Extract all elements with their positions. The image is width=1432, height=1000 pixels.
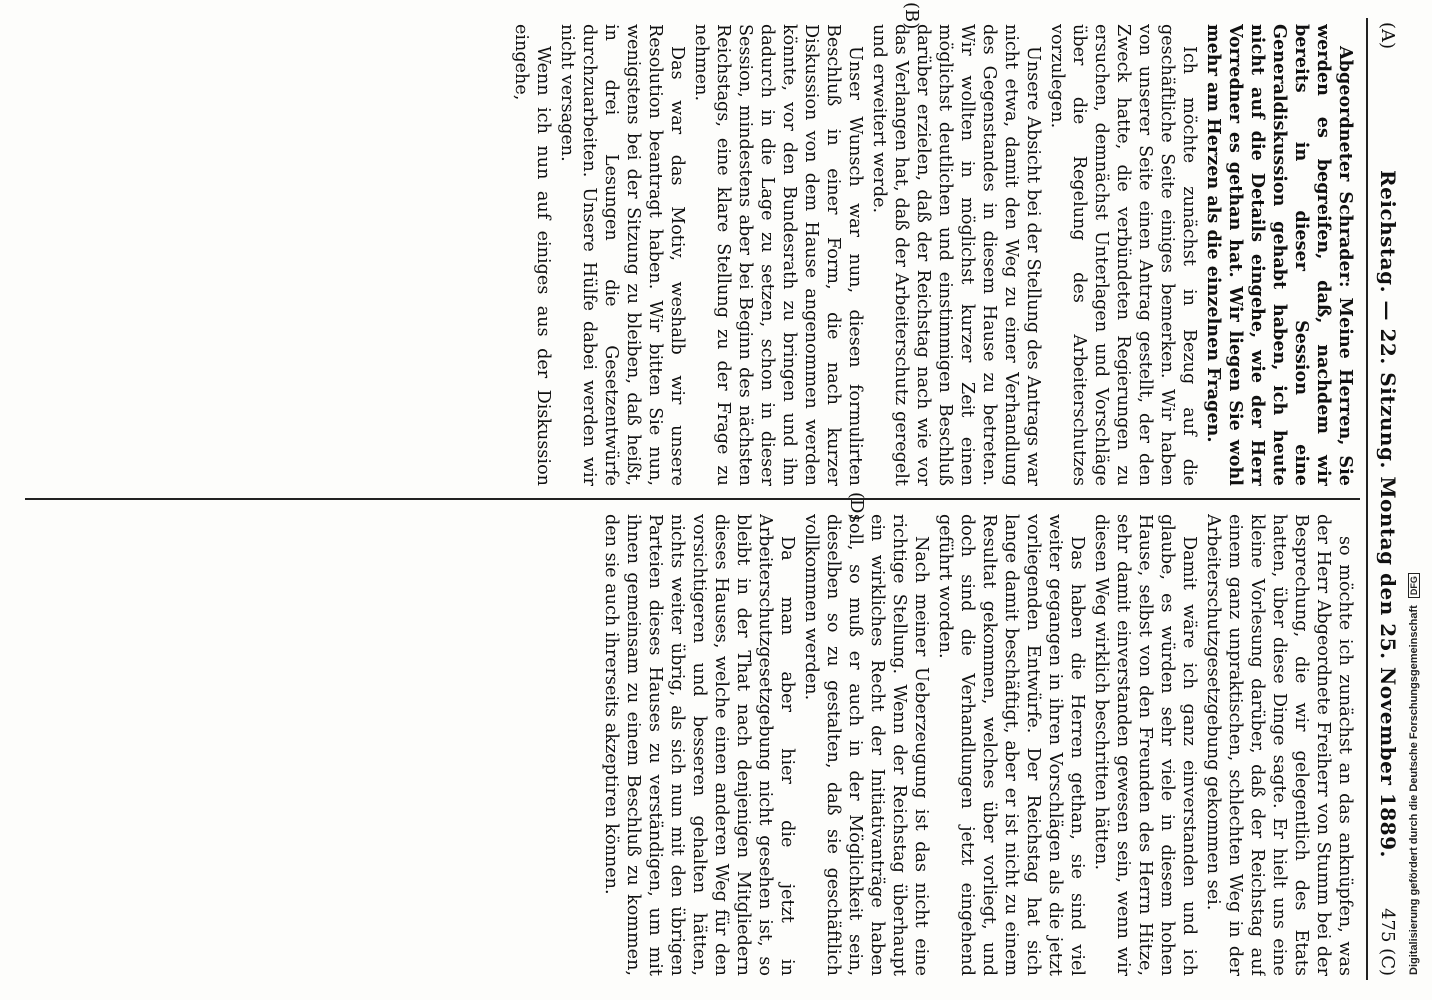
- paragraph: Ich möchte zunächst in Bezug auf die geschäftliche Seite einiges bemerken. Wir haben von unserer Seite einen Antrag gestellt, der den Zweck hatte, die verbündeten Regierungen zu ersuchen, demnächst Unterlagen und Vorschläge über die Regelung des Arbeiterschutzes vorzulegen.: [1047, 24, 1199, 486]
- page-number: [1377, 908, 1398, 976]
- paragraph: Das war das Motiv, weshalb wir unsere Resolution beantragt haben. Wir bitten Sie nun, wenigstens bei der Sitzung zu bleiben, daß heißt, in drei Lesungen die Gesetzentwürfe durchzuarbeiten. Unsere Hülfe dabei werden wir nicht versagen.: [557, 24, 687, 486]
- dfg-logo-icon: DFG: [1408, 573, 1420, 598]
- speaker-paragraph: Abgeordneter Schrader: Meine Herren, Sie werden es begreifen, daß, nachdem wir bereits in dieser Session eine Generaldiskussion gehabt haben, ich heute nicht auf die Details eingehe, wie der Herr Vorredner es gethan hat. Wir liegen Sie wohl mehr am Herzen als die einzelnen Fragen.: [1203, 24, 1356, 486]
- paragraph: Unser Wunsch war nun, diesen formulirten Beschluß in einer Form, die nach kurzer Diskussion von dem Hause angenommen werden könnte, vor den Bundesrath zu bringen und ihn dadurch in die Lage zu setzen, schon in dieser Session, mindestens aber bei Beginn des nächsten Reichstags, eine klare Stellung zu der Frage zu nehmen.: [691, 24, 865, 486]
- section-mark-a: (A): [1377, 22, 1398, 50]
- right-column: [26, 514, 1356, 976]
- left-column: [26, 24, 1356, 486]
- credit-text: Digitalisierung gefördert durch die Deutsche Forschungsgemeinschaft: [1408, 605, 1420, 975]
- page-header: [1366, 14, 1412, 984]
- paragraph: Unsere Absicht bei der Stellung des Antrags war nicht etwa, damit den Weg zu einer Verhandlung des Gegenstandes in diesem Hause zu betreten. Wir wollten in möglichst kurzer Zeit einen möglichst deutlichen und einstimmigen Beschluß darüber erzielen, daß der Reichstag nach wie vor das Verlangen hat, daß der Arbeiterschutz geregelt und erweitert werde.: [869, 24, 1043, 486]
- paragraph: Da man aber hier die jetzt in Arbeiterschutzgesetzgebung nicht gesehen ist, so bleibt in der That nach denjenigen Mitgliedern dieses Hauses, welche einen anderen Weg für den vorsichtigeren und besseren gehalten hätten, nichts weiter übrig, als sich nun mit den übrigen Parteien dieses Hauses zu verständigen, um mit ihnen gemeinsam zu einem Beschluß zu kommen, den sie auch ihrerseits akzeptiren können.: [601, 514, 797, 976]
- margin-marker-d: (D): [846, 492, 867, 521]
- paragraph: Damit wäre ich ganz einverstanden und ich glaube, es würden sehr viele in diesem hohen Hause, selbst von den Freunden des Herrn Hitze, sehr damit einverstanden gewesen sein, wenn wir diesen Weg wirklich beschritten hätten.: [1091, 514, 1199, 976]
- paragraph: Das haben die Herren gethan, sie sind viel weiter gegangen in ihren Vorschlägen als die jetzt vorliegenden Entwürfe. Der Reichstag hat sich lange damit beschäftigt, aber er ist nicht zu einem Resultat gekommen, welches über vorliegt, und doch sind die Verhandlungen jetzt eingehend geführt worden.: [935, 514, 1087, 976]
- paragraph: Wenn ich nun auf einiges aus der Diskussion eingehe,: [511, 24, 553, 486]
- paragraph: so möchte ich zunächst an das anknüpfen, was der Herr Abgeordnete Freiherr von Stumm bei der Besprechung, die wir gelegentlich des Etats hatten, über diese Dinge sagte. Er hielt uns eine kleine Vorlesung darüber, daß der Reichstag auf einem ganz unpraktischen, schlechten Weg in der Arbeiterschutzgesetzgebung gekommen sei.: [1203, 514, 1355, 976]
- page-number-value: 475: [1377, 908, 1398, 943]
- rotated-page-content: [17, 2, 1412, 984]
- section-mark-c: (C): [1377, 948, 1398, 976]
- paragraph: Nach meiner Ueberzeugung ist das nicht eine richtige Stellung. Wenn der Reichstag überhaupt ein wirkliches Recht der Initiativanträge haben soll, so muß er auch in der Möglichkeit sein, dieselben so zu gestalten, daß sie geschäftlich vollkommen werden.: [801, 514, 931, 976]
- margin-marker-b: (B): [901, 2, 922, 30]
- header-rule: [1366, 18, 1368, 980]
- page-title: Reichstag. — 22. Sitzung. Montag den 25. November 1889.: [1376, 170, 1400, 858]
- column-divider: [25, 498, 1360, 500]
- digitization-credit: [1408, 573, 1420, 975]
